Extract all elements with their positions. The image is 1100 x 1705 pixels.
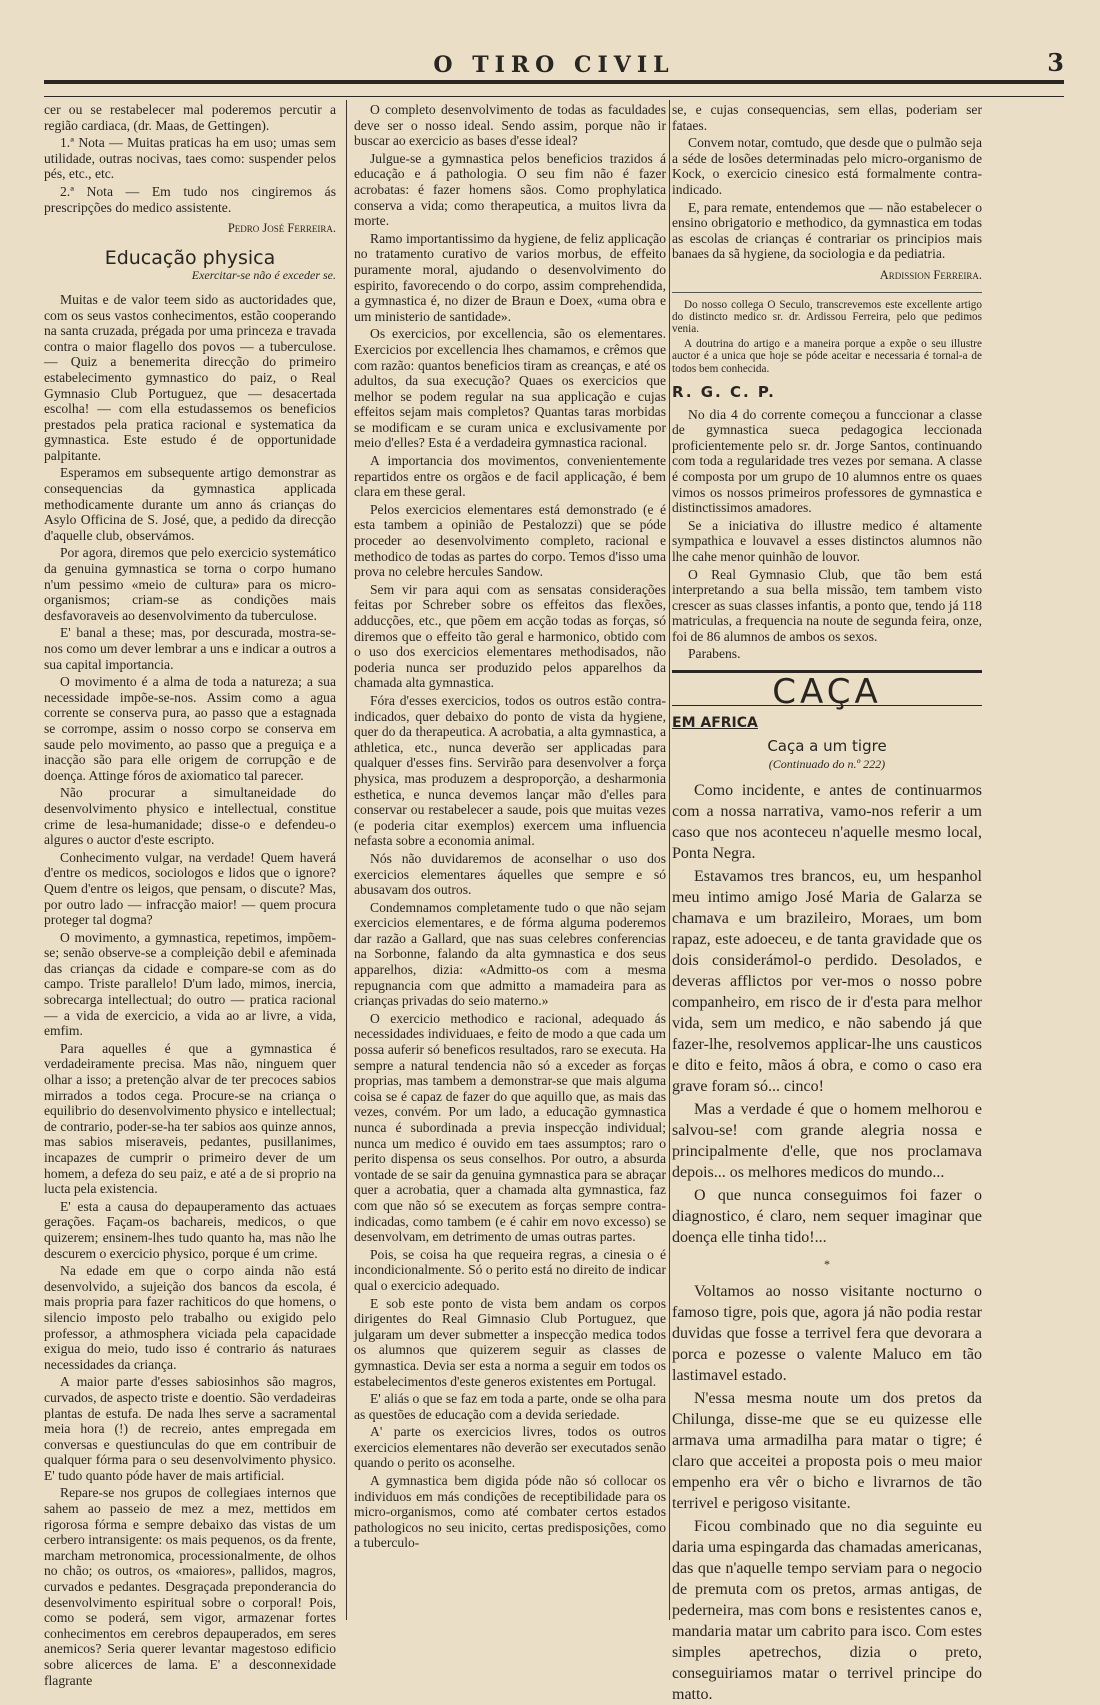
asterisk-separator: * [824,1257,830,1272]
paragraph: Esperamos em subsequente artigo demonstrar as consequencias da gymnastica applicada methodicamente durante um anno ás crianças do Asylo Officina de S. José, que, a pedido da direcção d'aquelle club, observámos. [44,465,336,543]
masthead [44,44,1064,94]
paragraph: Fóra d'esses exercicios, todos os outros estão contra-indicados, quer debaixo do ponto de vista da hygiene, quer do da therapeutica. A acrobatia, a alta gymnastica, a athletica, etc., nunca deverão ser applicadas para qualquer d'esses fins. Servirão para desenvolver a força physica, mas produzem a desproporção, a desharmonia esthetica, e nunca devemos lançar mão d'elles para conservar ou restabelecer a saude, pois que muitas vezes (e poderia citar exemplos) exercem uma influencia nefasta sobre a economia animal. [354,692,666,849]
paragraph: E' esta a causa do depauperamento das actuaes gerações. Façam-os bachareis, medicos, o que quizerem; ensinem-lhes tudo quanto ha, mas não lhe descurem o exercicio physico, porque é um crime. [44,1198,336,1261]
paragraph: Na edade em que o corpo ainda não está desenvolvido, a sujeição dos bancos da escola, é mais propria para fazer rachiticos do que homens, o silencio imposto pelo trabalho ou exigido pelo professor, a athmosphera viciada pela capacidade exigua do meio, tudo isso é contrario ás naturaes necessidades da criança. [44,1263,336,1372]
paragraph: Mas a verdade é que o homem melhorou e salvou-se! com grande alegria nossa e principalmente d'elle, que nos proclamava depois... os melhores medicos do mundo... [672,1101,982,1182]
paragraph: O movimento, a gymnastica, repetimos, impõem-se; senão observe-se a compleição debil e afeminada das crianças da cidade e compare-se com as do campo. Triste parallelo! D'um lado, mimos, inercia, sobrecarga intellectual; do outro — pratica racional — a vida de exercicio, a vida ao ar livre, a vida, emfim. [44,929,336,1039]
paragraph: Convem notar, comtudo, que desde que o pulmão seja a séde de losões determinadas pelo micro-organismo de Kock, o exercicio cinesico está formalmente contra-indicado. [672,135,982,197]
article-heading: Educação physica [104,246,276,269]
paragraph: A importancia dos movimentos, convenientemente repartidos entre os orgãos e de facil applicação, é bem clara em these geral. [354,453,666,500]
footnote: 1.ª Nota — Muitas praticas ha em uso; umas sem utilidade, outras nocivas, taes como: suspender pelos pés, etc., etc. [44,135,336,182]
paragraph: Sem vir para aqui com as sensatas considerações feitas por Schreber sobre os effeitos das flexões, adducções, etc., que põem em acção todas as forças, só diremos que o effeito tão geral e harmonico, obtido com o uso dos exercicios elementares methodisados, não poderia nunca ser produzido pelos apparelhos da chamada alta gymnastica. [354,581,666,691]
column-divider [346,100,347,1620]
column-3 [672,102,982,1704]
paragraph: Muitas e de valor teem sido as auctoridades que, com os seus vastos conhecimentos, estão cooperando na santa cruzada, prégada por uma princeza e travada contra o maior flagello dos povos — a tuberculose. — Quiz a benemerita direcção do primeiro estabelecimento gymnastico do paiz, o Real Gymnasio Club Portuguez, que — desacertada escolha! — com ella estudassemos os beneficios prestados pela pratica racional e systematica da gymnastica. Este estudo é de opportunidade palpitante. [44,291,336,463]
paragraph: E sob este ponto de vista bem andam os corpos dirigentes do Real Gimnasio Club Portuguez, que julgaram um dever submetter a inspecção medica todos os alumnos que quizerem seguir as classes de gymnastica. Devia ser esta a norma a seguir em todos os estabelecimentos d'este generos existentes em Portugal. [354,1295,666,1389]
paragraph: Estavamos tres brancos, eu, um hespanhol meu intimo amigo José Maria de Galarza se chamava e um brazileiro, Moraes, um bom rapaz, este adoeceu, e de tanta gravidade que os dois considerámol-o perdido. Desolados, e deveras afflictos por ver-mos o nosso pobre companheiro, em risco de ir d'esta para melhor vida, sem um medico, e não sabendo já que fazer-lhe, resolvemos applicar-lhe uns causticos e dito e feito, mãos á obra, e como o caso era grave foram só... cinco! [672,868,982,1096]
paragraph: No dia 4 do corrente começou a funccionar a classe de gymnastica sueca pedagogica leccionada proficientemente pelo sr. dr. Jorge Santos, continuando com toda a regularidade tres vezes por semana. A classe é composta por um grupo de 10 alumnos entre os quaes vimos os nossos primeiros professores de gymnastica e distinctissimos amadores. [672,406,982,516]
paragraph: O movimento é a alma de toda a natureza; a sua necessidade impõe-se-nos. Assim como a agua corrente se conserva pura, ao passo que a estagnada se corrompe, assim o nosso corpo se conserva em saude pelo movimento, ao passo que a preguiça e a inacção são para elle origem de corrupção e de doença. Attinge fóros de axiomatico tal parecer. [44,674,336,783]
paragraph: E' aliás o que se faz em toda a parte, onde se olha para as questões de educação com a devida seriedade. [354,1391,666,1422]
paragraph: Nós não duvidaremos de aconselhar o uso dos exercicios elementares áquelles que sempre e só abusavam dos outros. [354,850,666,898]
paragraph: E, para remate, entendemos que — não estabelecer o ensino obrigatorio e methodico, da gymnastica em todas as escolas de crianças é contrariar os principios mais banaes da sã hygiene, da sociologia e da pediatria. [672,199,982,262]
section-heading-rgcp: R. G. C. P. [672,382,776,401]
paragraph: A' parte os exercicios livres, todos os outros exercicios elementares não deverão ser executados senão quando o perito os aconselhe. [354,1424,666,1471]
paragraph: A maior parte d'esses sabiosinhos são magros, curvados, de aspecto triste e doentio. São verdadeiras plantas de estufa. De nada lhes serve a sacramental meia hora (!) de recreio, antes empregada em conversas e questiunculas do que em contribuir de qualquer fórma para o seu desenvolvimento physico. E' tudo quanto póde haver de mais artificial. [44,1374,336,1483]
paragraph: E' banal a these; mas, por descurada, mostra-se-nos como um dever lembrar a uns e indicar a outros a sua capital importancia. [44,625,336,672]
story-body [672,780,982,1705]
author-signature: Pedro José Ferreira. [227,221,336,236]
epigraph: Exercitar-se não é exceder se. [191,268,336,283]
paragraph: Não procurar a simultaneidade do desenvolvimento physico e intellectual, constitue crime de lesa-humanidade; disse-o e defendeu-o algures o auctor d'este escripto. [44,785,336,848]
editor-note [672,292,982,375]
newspaper-title: O TIRO CIVIL [433,52,675,78]
story-title: Caça a um tigre [767,737,887,756]
paragraph: Pois, se coisa ha que requeira regras, a cinesia o é incondicionalmente. Só o perito está no direito de indicar qual o exercicio adequado. [354,1246,666,1293]
paragraph: Ramo importantissimo da hygiene, de feliz applicação no tratamento curativo de varios morbus, de effeito puramente moral, ajudando o desenvolvimento do espirito, favorecendo o do corpo, assim comprehendida, a gymnastica é, no dizer de Braun e Doex, «uma obra e um ministerio de santidade». [354,230,666,324]
paragraph: Repare-se nos grupos de collegiaes internos que sahem ao passeio de mez a mez, mettidos em rigorosa fórma e sempre debaixo das vistas de um cerbero intransigente: os mais pequenos, os da frente, marcham metronomica, processionalmente, de olhos no chão; os outros, os «maiores», pallidos, magros, curvados e pedantes. Desgraçada preponderancia do desenvolvimento espiritual sobre o corporal! Pois, como se poderá, sem vigor, armazenar fortes conhecimentos em cerebros depauperados, em seres anemicos? Seria querer levantar magestoso edificio sobre alicerces de lama. E' a desconnexidade flagrante [44,1485,336,1688]
paragraph: Voltamos ao nosso visitante nocturno o famoso tigre, pois que, agora já não podia restar duvidas que fosse a terrivel fera que devorara a porca e pozesse o valente Maluco em tão lastimavel estado. [672,1283,982,1385]
paragraph: Parabens. [688,646,741,662]
paragraph: se, e cujas consequencias, sem ellas, poderiam ser fataes. [672,102,982,133]
page-number: 3 [1047,48,1064,77]
paragraph: Ficou combinado que no dia seguinte eu daria uma espingarda das chamadas americanas, das que n'aquelle tempo serviam para o negocio de premuta com os pretos, armas antigas, de pederneira, mas com bons e resistentes canos e, mandaria matar um cabrito para isco. Com estes simples apetrechos, dizia o preto, conseguiriamos matar o terrivel principe do matto. [672,1518,982,1704]
paragraph: Para aquelles é que a gymnastica é verdadeiramente precisa. Mas não, ninguem quer olhar a isso; a pretenção alvar de ter precoces sabios mirrados a todos cega. Procure-se na criança o equilibrio do desenvolvimento physico e intellectual; de contrario, poder-se-ha ter sabios aos quinze annos, mas sabios miseraveis, pedantes, pusillanimes, incapazes de cumprir o primeiro dever de um homem, a defeza do seu paiz, e até a de si proprio na lucta pela existencia. [44,1040,336,1197]
author-signature: Ardission Ferreira. [879,267,982,282]
paragraph: Se a iniciativa do illustre medico é altamente sympathica e louvavel a esses distinctos alumnos não lhe cahe menor quinhão de louvor. [672,517,982,564]
paragraph: Conhecimento vulgar, na verdade! Quem haverá d'entre os medicos, sociologos e lidos que o ignore? Quem d'entre os leigos, que pensam, o discute? Mas, por outro lado — infracção maior! — quem procura proteger tal dogma? [44,849,336,928]
paragraph: O completo desenvolvimento de todas as faculdades deve ser o nosso ideal. Sendo assim, porque não ir buscar ao exercicio as bases d'esse ideal? [354,102,666,149]
paragraph: Como incidente, e antes de continuarmos com a nossa narrativa, vamo-nos referir a um caso que nos aconteceu n'aquelle mesmo local, Ponta Negra. [672,782,982,863]
paragraph: N'essa mesma noute um dos pretos da Chilunga, disse-me que se eu quizesse elle armava uma armadilha para matar o tigre; é claro que acceitei a proposta pois o meu maior empenho era vêr o bicho e livrarnos de tão terrivel e perigoso visitante. [672,1390,982,1513]
paragraph: O que nunca conseguimos foi fazer o diagnostico, é claro, nem sequer imaginar que doença elle tinha tido!... [672,1187,982,1247]
note-text: Do nosso collega O Seculo, transcrevemos este excellente artigo do distincto medico sr. dr. Ardissou Ferreira, pelo que pedimos venia. [672,298,982,336]
paragraph: A gymnastica bem digida póde não só collocar os individuos em más condições de receptibilidade para os micro-organismos, como até combater certos estados pathologicos no seu inicito, certas predisposições, como a tuberculo- [354,1473,666,1551]
caca-heading: CAÇA [772,672,882,713]
paragraph: Por agora, diremos que pelo exercicio systemático da genuina gymnastica se torna o corpo humano n'um pessimo «meio de cultura» para os micro-organismos; criam-se as condições mais desfavoraveis ao desenvolvimento da tuberculose. [44,545,336,623]
caca-section [672,670,982,1705]
paragraph: Condemnamos completamente tudo o que não sejam exercicios elementares, e de fórma alguma poderemos dar razão a Gallard, que nas suas celebres conferencias na Sorbonne, falando da alta gymnastica e dos seus apparelhos, dizia: «Admitto-os com a mesma repugnancia com que admitto a mamadeira para as crianças privadas do seio materno.» [354,899,666,1009]
column-2 [354,102,666,1622]
note-text: A doutrina do artigo e a maneira porque a expõe o seu illustre auctor é a unica que hoje se póde aceitar e necessaria é tornal-a de todos bem conhecida. [672,337,982,375]
column-1 [44,102,336,1688]
footnote: 2.ª Nota — Em tudo nos cingiremos ás prescripções do medico assistente. [44,183,336,215]
paragraph: Julgue-se a gymnastica pelos beneficios trazidos á educação e á pathologia. O seu fim não é fazer acrobatas: é fazer homens sãos. Como prophylatica conserva a vida; como therapeutica, a muitos livra da morte. [354,150,666,229]
paragraph: Os exercicios, por excellencia, são os elementares. Exercicios por excellencia lhes chamamos, e crêmos que com razão: quantos beneficios tiram as creanças, e até os adultos, da sua execução? Quaes os exercicios que melhor se podem regular na sua applicação e cujas effeitos sejam mais completos? Quantas taras morbidas se modificam e se curam unica e exclusivamente por meio d'elles? Esta é a verdadeira gymnastica racional. [354,326,666,451]
column-divider [669,100,670,1620]
paragraph: O Real Gymnasio Club, que tão bem está interpretando a sua bella missão, tem tambem visto crescer as suas classes infantis, a ponto que, tendo já 118 matriculas, a frequencia na noute de segunda feira, onze, foi de 86 alumnos de ambos os sexos. [672,566,982,644]
paragraph: O exercicio methodico e racional, adequado ás necessidades individuaes, e feito de modo a que cada um possa auferir só beneficos resultados, raro se executa. Ha sempre a natural tendencia não só a exceder as forças proprias, mas tambem a demonstrar-se que mais alguma coisa se é capaz de fazer do que aquillo que, as mais das vezes, convém. Por um lado, a educação gymnastica nunca é subordinada a previa inspecção individual; nunca um medico é ouvido em taes assumptos; raro o perito dispensa os seus conselhos. Por outro, a absurda vontade de se sair da genuina gymnastica para se abraçar quer a acrobatia, quer a chamada alta gymnastica, faz com que não só se executem as forças sempre contra-indicadas, como tambem (e é cahir em novo excesso) se desenvolvam, em detrimento de umas outras partes. [354,1010,666,1245]
africa-subheading: EM AFRICA [672,714,758,731]
paragraph: cer ou se restabelecer mal poderemos percutir a região cardiaca, (dr. Maas, de Gettingen). [44,102,336,133]
paragraph: Pelos exercicios elementares está demonstrado (e é esta tambem a opinião de Pestalozzi) que se póde proceder ao desenvolvimento completo, racional e methodico de todas as partes do corpo. Temos d'isso uma prova no celebre hercules Sandow. [354,501,666,580]
continued-note: (Continuado do n.º 222) [768,756,886,771]
header-rule [44,80,1064,97]
